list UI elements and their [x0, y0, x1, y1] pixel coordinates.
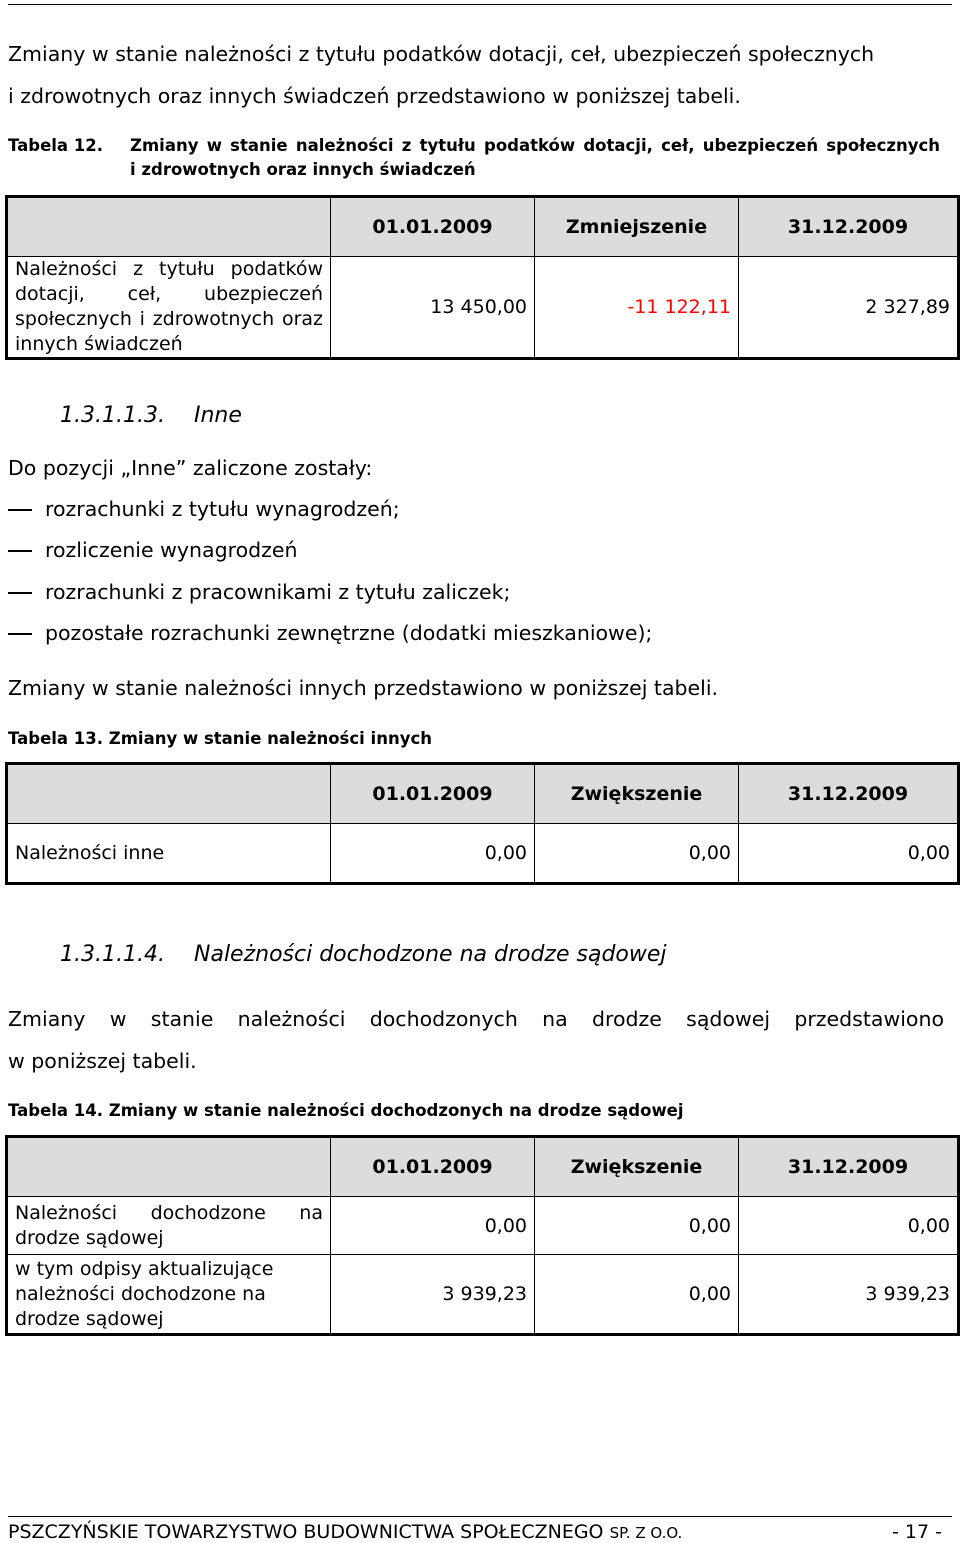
- list-item: [8, 572, 948, 612]
- table14-value-start: 0,00: [331, 1197, 535, 1255]
- list-item: [8, 489, 948, 529]
- table14-value-change: 0,00: [535, 1255, 739, 1335]
- table13-header-start: 01.01.2009: [331, 764, 535, 824]
- sadowe-paragraph-line-2: w poniższej tabeli.: [8, 1049, 197, 1073]
- table13-value-change: 0,00: [535, 824, 739, 884]
- intro-paragraph: [8, 33, 944, 117]
- table12-caption: [8, 134, 948, 184]
- table14-value-start: 3 939,23: [331, 1255, 535, 1335]
- table14-header-start: 01.01.2009: [331, 1137, 535, 1197]
- table12-header-row: [7, 197, 959, 257]
- table12-value-start: 13 450,00: [331, 257, 535, 359]
- table14-row-label: w tym odpisy aktualizujące należności dochodzone na drodze sądowej: [7, 1255, 331, 1335]
- table12-caption-label: Tabela 12.: [8, 136, 104, 155]
- table12-value-change: -11 122,11: [535, 257, 739, 359]
- table12-caption-line-2: i zdrowotnych oraz innych świadczeń: [130, 160, 476, 179]
- page-number: - 17 -: [892, 1521, 942, 1543]
- table14-header-row: [7, 1137, 959, 1197]
- table12-caption-line-1: Zmiany w stanie należności z tytułu podatków dotacji, ceł, ubezpieczeń społecznych: [130, 136, 940, 155]
- table13-header-end: 31.12.2009: [739, 764, 959, 824]
- table14-value-end: 0,00: [739, 1197, 959, 1255]
- table14-header-change: Zwiększenie: [535, 1137, 739, 1197]
- table12-header-start: 01.01.2009: [331, 197, 535, 257]
- footer-company-suffix: SP. Z O.O.: [609, 1524, 683, 1542]
- list-item-text: rozliczenie wynagrodzeń: [45, 538, 298, 562]
- table13-header-change: Zwiększenie: [535, 764, 739, 824]
- dash-bullet: [8, 592, 32, 594]
- table12: [5, 195, 960, 360]
- dash-bullet: [8, 550, 32, 552]
- table12-header-change: Zmniejszenie: [535, 197, 739, 257]
- table-row: [7, 1197, 959, 1255]
- table12-row-label: Należności z tytułu podatków dotacji, ceł, ubezpieczeń społecznych i zdrowotnych oraz innych świadczeń: [7, 257, 331, 359]
- inne-intro: Do pozycji „Inne” zaliczone zostały:: [8, 456, 373, 480]
- top-rule: [8, 4, 952, 5]
- table13-value-end: 0,00: [739, 824, 959, 884]
- table14-value-end: 3 939,23: [739, 1255, 959, 1335]
- table12-value-end: 2 327,89: [739, 257, 959, 359]
- sadowe-paragraph-line-1: Zmiany w stanie należności dochodzonych na drodze sądowej przedstawiono: [8, 1007, 944, 1031]
- footer-company-name: PSZCZYŃSKIE TOWARZYSTWO BUDOWNICTWA SPOŁECZNEGO: [8, 1521, 604, 1543]
- table13-row-label: Należności inne: [7, 824, 331, 884]
- footer-company: [8, 1521, 682, 1543]
- table13-corner-cell: [7, 764, 331, 824]
- section-title: Należności dochodzone na drodze sądowej: [194, 942, 667, 967]
- table-row: [7, 1255, 959, 1335]
- table-row: [7, 257, 959, 359]
- table12-header-end: 31.12.2009: [739, 197, 959, 257]
- intro-line-1: Zmiany w stanie należności z tytułu podatków dotacji, ceł, ubezpieczeń społecznych: [8, 42, 875, 66]
- table14-corner-cell: [7, 1137, 331, 1197]
- table13-caption: Tabela 13. Zmiany w stanie należności innych: [8, 729, 432, 748]
- list-item: [8, 530, 948, 570]
- sadowe-paragraph: [8, 998, 944, 1082]
- table12-corner-cell: [7, 197, 331, 257]
- section-title: Inne: [194, 403, 242, 428]
- table14-row-label: Należności dochodzone na drodze sądowej: [7, 1197, 331, 1255]
- dash-bullet: [8, 509, 32, 511]
- list-item: [8, 613, 948, 653]
- table14: [5, 1135, 960, 1336]
- intro-line-2: i zdrowotnych oraz innych świadczeń przedstawiono w poniższej tabeli.: [8, 84, 741, 108]
- section-number: 1.3.1.1.4.: [60, 942, 165, 967]
- dash-bullet: [8, 633, 32, 635]
- section-heading-inne: [60, 403, 860, 433]
- table14-header-end: 31.12.2009: [739, 1137, 959, 1197]
- table-row: [7, 824, 959, 884]
- section-number: 1.3.1.1.3.: [60, 403, 165, 428]
- list-item-text: rozrachunki z tytułu wynagrodzeń;: [45, 497, 400, 521]
- table13-value-start: 0,00: [331, 824, 535, 884]
- list-item-text: pozostałe rozrachunki zewnętrzne (dodatki mieszkaniowe);: [45, 621, 653, 645]
- page-footer: [8, 1516, 952, 1543]
- table14-caption: Tabela 14. Zmiany w stanie należności dochodzonych na drodze sądowej: [8, 1101, 684, 1120]
- list-item-text: rozrachunki z pracownikami z tytułu zaliczek;: [45, 580, 511, 604]
- table13: [5, 762, 960, 885]
- section-heading-sadowe: [60, 942, 940, 972]
- table14-value-change: 0,00: [535, 1197, 739, 1255]
- table13-header-row: [7, 764, 959, 824]
- inne-summary: Zmiany w stanie należności innych przedstawiono w poniższej tabeli.: [8, 676, 719, 700]
